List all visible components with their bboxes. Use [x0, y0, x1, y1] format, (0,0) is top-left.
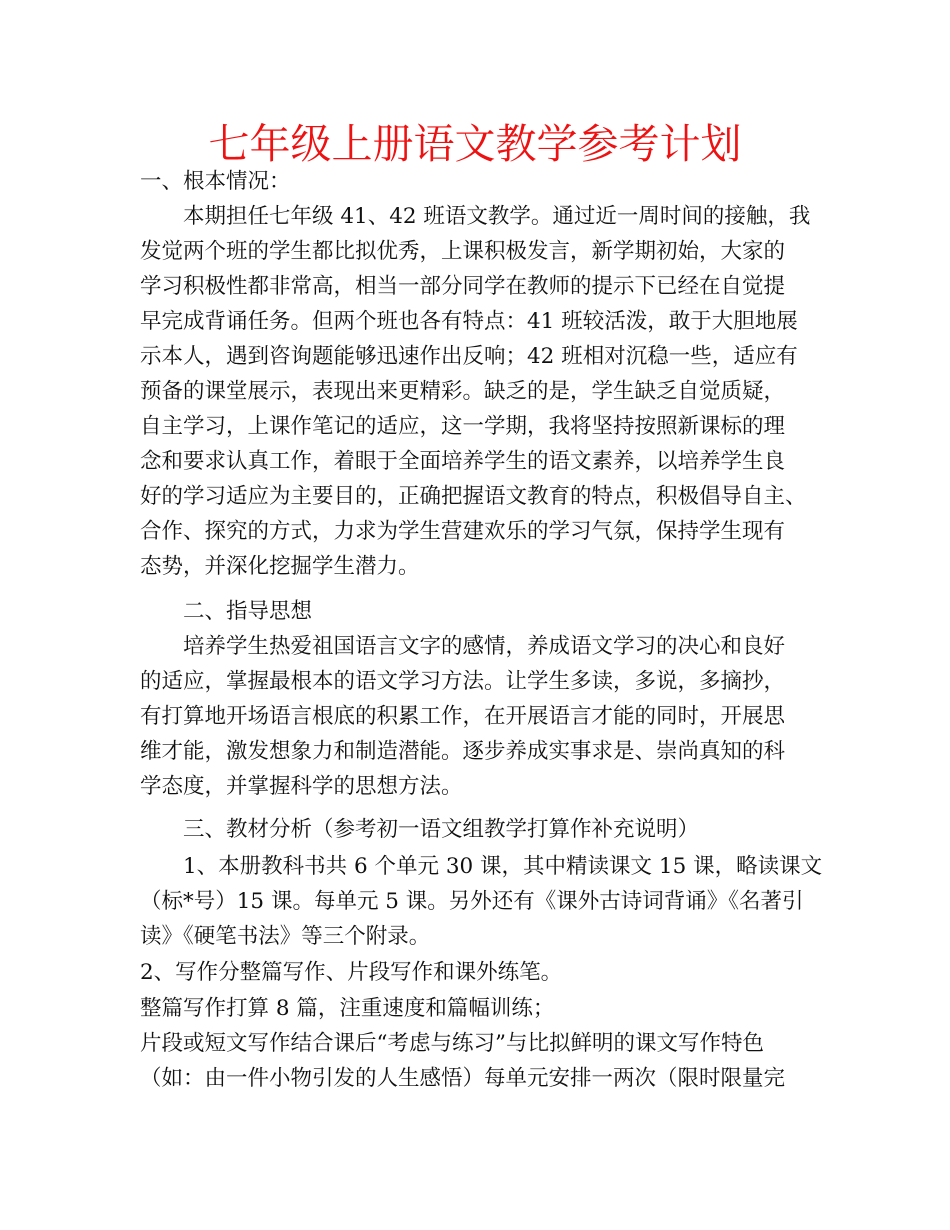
- paragraph-line: 培养学生热爱祖国语言文字的感情，养成语文学习的决心和良好: [183, 634, 786, 659]
- paragraph-line: 学态度，并掌握科学的思想方法。: [140, 774, 463, 799]
- paragraph-line: 整篇写作打算 8 篇，注重速度和篇幅训练；: [140, 996, 555, 1021]
- paragraph-line: 本期担任七年级 41、42 班语文教学。通过近一周时间的接触，我: [183, 204, 811, 229]
- paragraph-line: 发觉两个班的学生都比拟优秀，上课积极发言，新学期初始，大家的: [140, 239, 786, 264]
- paragraph-line: （标*号）15 课。每单元 5 课。另外还有《课外古诗词背诵》《名著引: [140, 889, 804, 914]
- paragraph-line: 预备的课堂展示，表现出来更精彩。缺乏的是，学生缺乏自觉质疑，: [140, 379, 786, 404]
- paragraph-line: 2、写作分整篇写作、片段写作和课外练笔。: [140, 960, 563, 985]
- paragraph-line: （如：由一件小物引发的人生感悟）每单元安排一两次（限时限量完: [140, 1066, 786, 1091]
- section-heading-materials: 三、教材分析（参考初一语文组教学打算作补充说明）: [183, 817, 700, 842]
- section-heading-basic: 一、根本情况：: [140, 169, 291, 194]
- paragraph-line: 合作、探究的方式，力求为学生营建欢乐的学习气氛，保持学生现有: [140, 519, 786, 544]
- paragraph-line: 的适应，掌握最根本的语文学习方法。让学生多读，多说，多摘抄，: [140, 669, 786, 694]
- paragraph-line: 示本人，遇到咨询题能够迅速作出反响；42 班相对沉稳一些，适应有: [140, 344, 798, 369]
- section-heading-guiding: 二、指导思想: [183, 599, 313, 624]
- paragraph-line: 片段或短文写作结合课后“考虑与练习”与比拟鲜明的课文写作特色: [140, 1031, 764, 1056]
- paragraph-line: 自主学习，上课作笔记的适应，这一学期，我将坚持按照新课标的理: [140, 414, 786, 439]
- paragraph-line: 态势，并深化挖掘学生潜力。: [140, 554, 420, 579]
- paragraph-line: 好的学习适应为主要目的，正确把握语文教育的特点，积极倡导自主、: [140, 484, 807, 509]
- paragraph-line: 读》《硬笔书法》等三个附录。: [140, 924, 431, 949]
- paragraph-line: 有打算地开场语言根底的积累工作，在开展语言才能的同时，开展思: [140, 704, 786, 729]
- paragraph-line: 念和要求认真工作，着眼于全面培养学生的语文素养，以培养学生良: [140, 449, 786, 474]
- paragraph-line: 1、本册教科书共 6 个单元 30 课，其中精读课文 15 课，略读课文: [183, 854, 823, 879]
- document-title: 七年级上册语文教学参考计划: [208, 120, 742, 168]
- paragraph-line: 维才能，激发想象力和制造潜能。逐步养成实事求是、崇尚真知的科: [140, 739, 786, 764]
- paragraph-line: 学习积极性都非常高，相当一部分同学在教师的提示下已经在自觉提: [140, 274, 786, 299]
- paragraph-line: 早完成背诵任务。但两个班也各有特点：41 班较活泼，敢于大胆地展: [140, 309, 798, 334]
